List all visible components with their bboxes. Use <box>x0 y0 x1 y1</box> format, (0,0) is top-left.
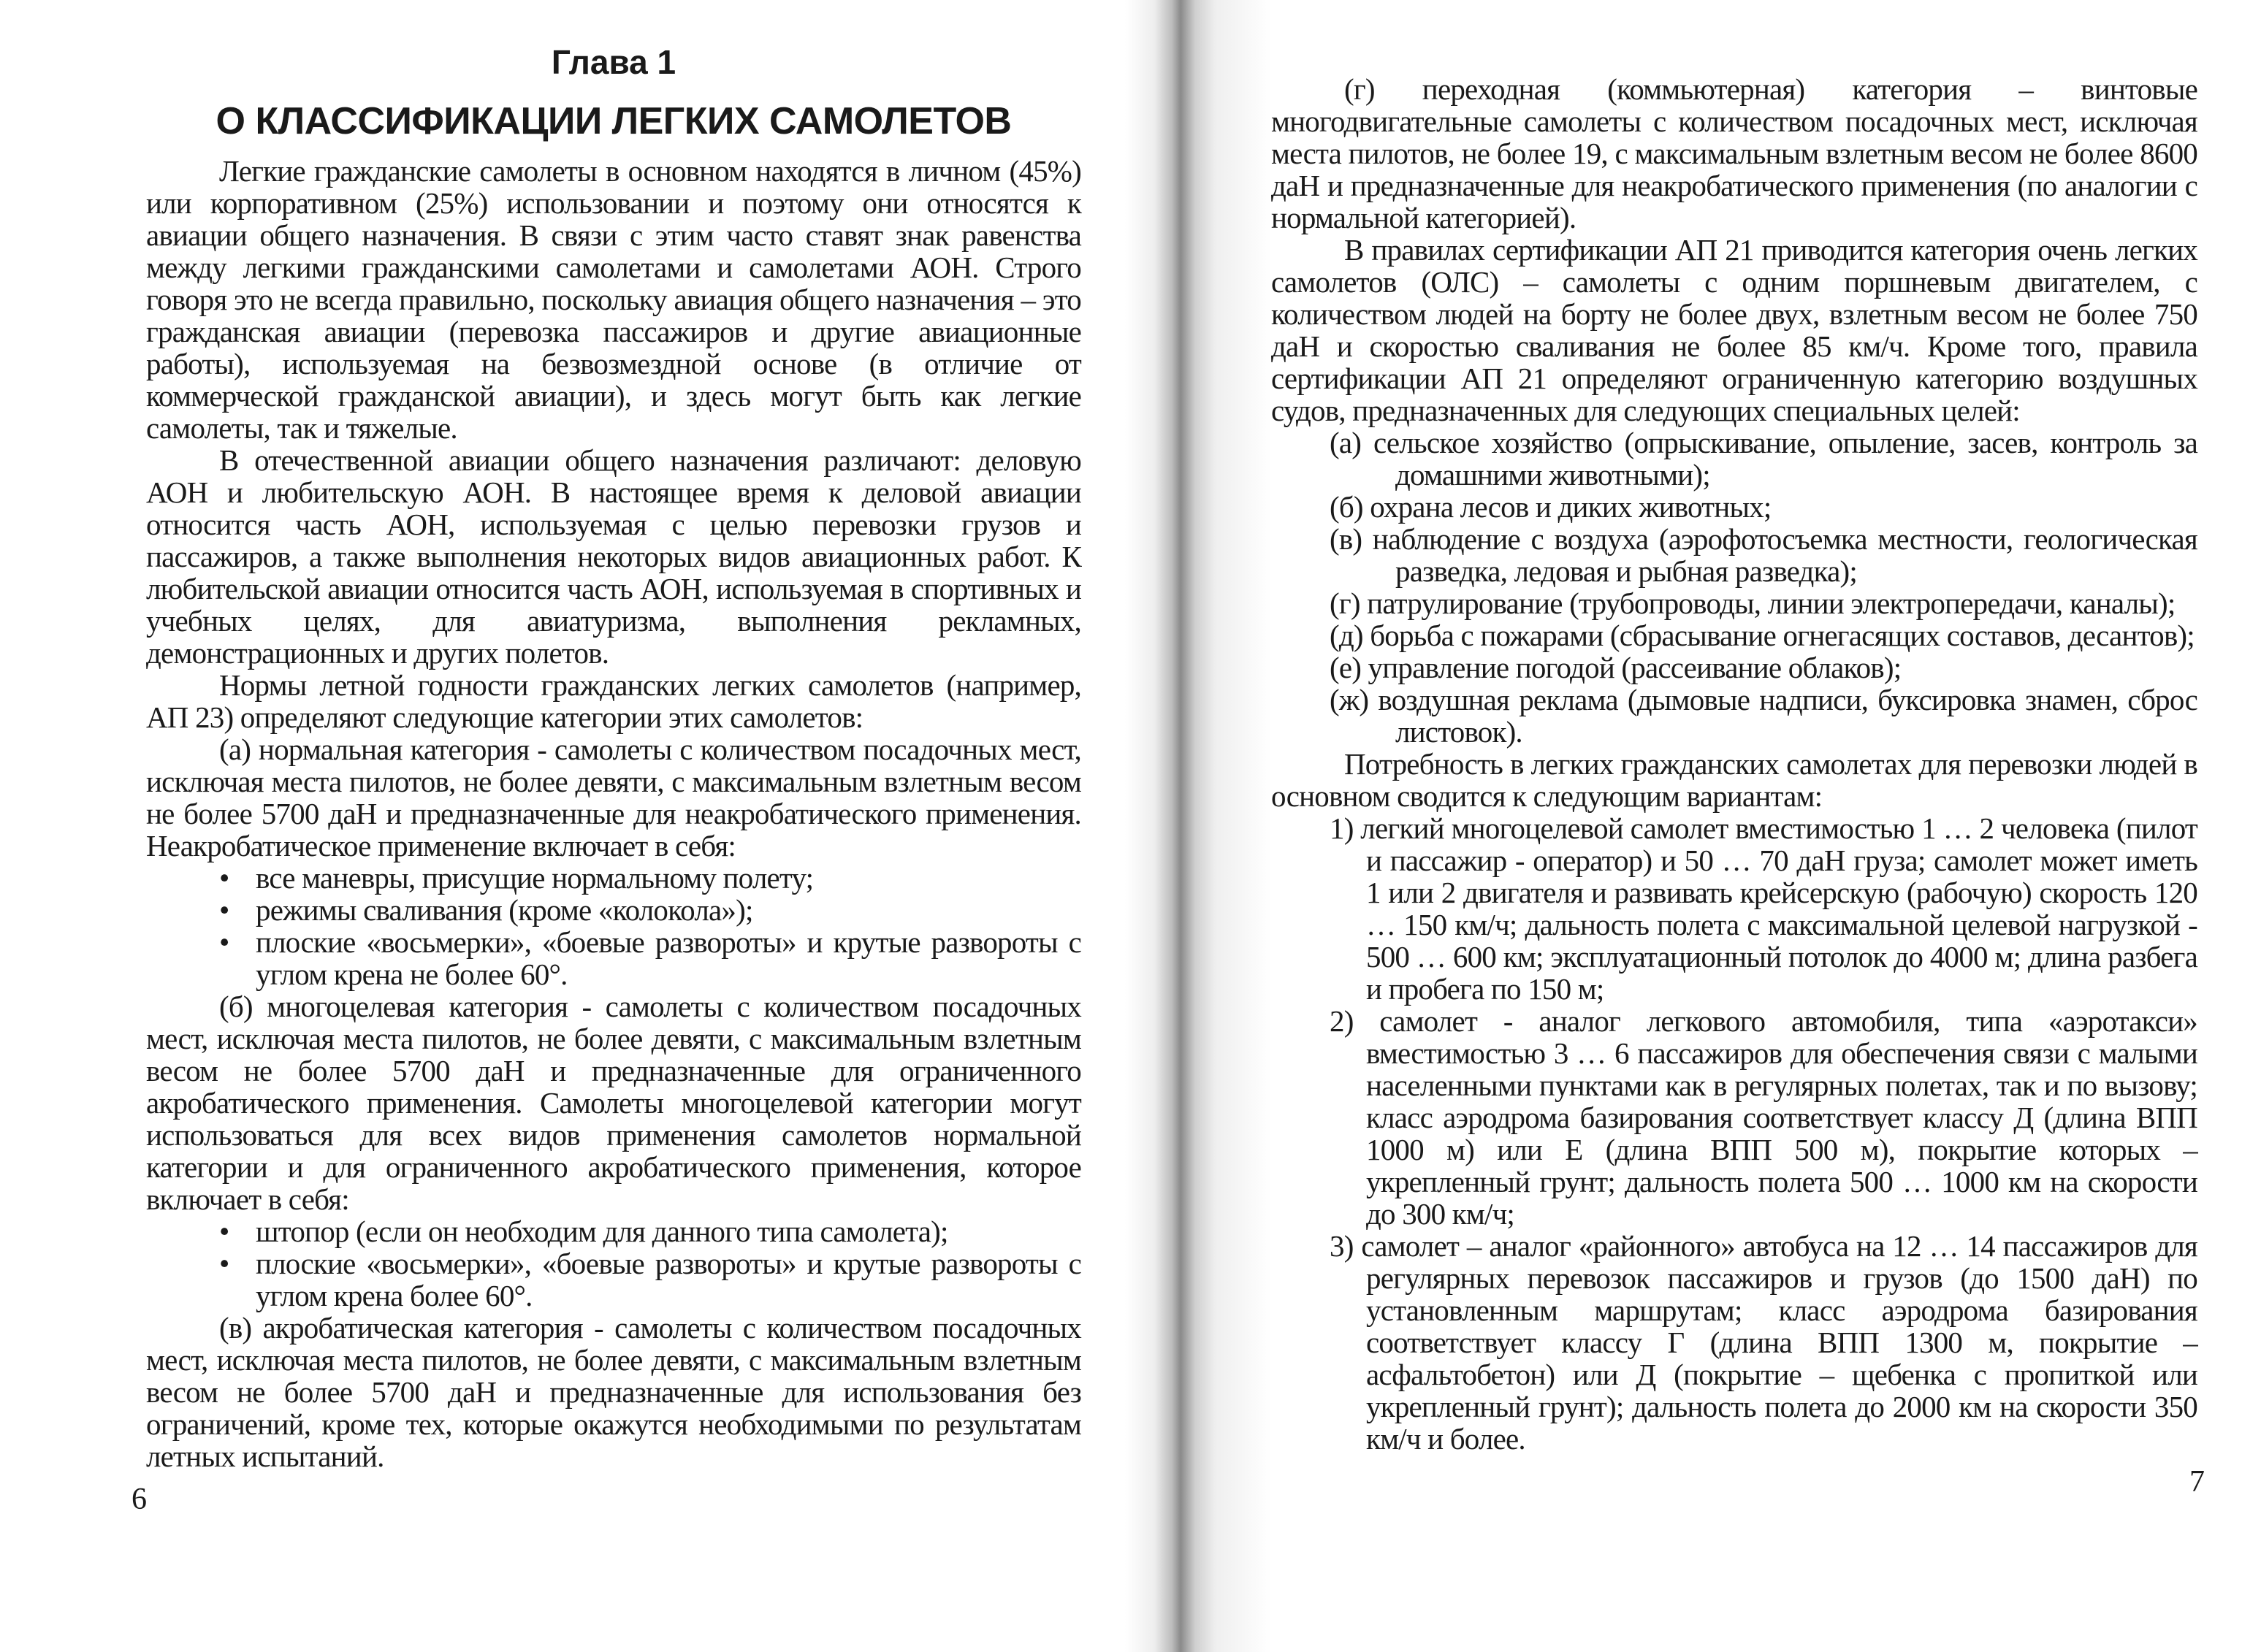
bullet-item <box>146 926 1081 990</box>
left-page-body <box>146 155 1081 1472</box>
bullet-item <box>146 1247 1081 1312</box>
paragraph: (г) переходная (коммьютерная) категория – винтовые многодвигательные самолеты с количеством посадочных мест, исключая места пилотов, не более 19, с максимальным взлетным весом не более 8600 даН и предназначенные для неакробатического применения (по аналогии с нормальной категорией). <box>1271 72 2197 234</box>
paragraph: Потребность в легких гражданских самолетах для перевозки людей в основном сводится к следующим вариантам: <box>1271 747 2197 813</box>
page-number-left: 6 <box>131 1483 147 1516</box>
bullet-icon: • <box>219 1247 229 1280</box>
bullet-item <box>146 862 1081 894</box>
paragraph: В правилах сертификации АП 21 приводится категория очень легких самолетов (ОЛС) – самолеты с одним поршневым двигателем, с количеством людей на борту не более двух, взлетным весом не более 750 даН и скоростью сваливания не более 85 км/ч. Кроме того, правила сертификации АП 21 определяют ограниченную категорию воздушных судов, предназначенных для следующих специальных целей: <box>1271 233 2197 427</box>
bullet-icon: • <box>219 1215 229 1248</box>
paragraph: (а) нормальная категория - самолеты с количеством посадочных мест, исключая места пилотов, не более девяти, с максимальным взлетным весом не более 5700 даН и предназначенные для неакробатического применения. Неакробатическое применение включает в себя: <box>146 733 1081 863</box>
paragraph: Нормы летной годности гражданских легких самолетов (например, АП 23) определяют следующие категории этих самолетов: <box>146 668 1081 734</box>
left-page-flow <box>131 154 1081 1516</box>
paragraph: Легкие гражданские самолеты в основном находятся в личном (45%) или корпоративном (25%) использовании и поэтому они относятся к авиации общего назначения. В связи с этим часто ставят знак равенства между легкими гражданскими самолетами и самолетами АОН. Строго говоря это не всегда правильно, поскольку авиация общего назначения – это гражданская авиации (перевозка пассажиров и другие авиационные работы), используемая на безвозмездной основе (в отличие от коммерческой гражданской авиации), и здесь могут быть как легкие самолеты, так и тяжелые. <box>146 154 1081 445</box>
bullet-icon: • <box>219 861 229 895</box>
paragraph: (в) акробатическая категория - самолеты с количеством посадочных мест, исключая места пилотов, не более девяти, с максимальным взлетным весом не более 5700 даН и предназначенные для использования без ограничений, кроме тех, которые окажутся необходимыми по результатам летных испытаний. <box>146 1311 1081 1473</box>
bullet-text: режимы сваливания (кроме «колокола»); <box>256 893 753 927</box>
list-item: (б) охрана лесов и диких животных; <box>1330 490 1772 524</box>
paragraph: (б) многоцелевая категория - самолеты с количеством посадочных мест, исключая места пилотов, не более девяти, с максимальным взлетным весом не более 5700 даН и предназначенные для ограниченного акробатического применения. Самолеты многоцелевой категории могут использоваться для всех видов применения самолетов нормальной категории и для ограниченного акробатического применения, которое включает в себя: <box>146 990 1081 1216</box>
bullet-text: плоские «восьмерки», «боевые развороты» и крутые развороты с углом крена не более 60°. <box>256 925 1081 991</box>
chapter-title: О КЛАССИФИКАЦИИ ЛЕГКИХ САМОЛЕТОВ <box>216 100 1012 142</box>
book-gutter-shadow <box>1125 0 1271 1652</box>
list-item: (ж) воздушная реклама (дымовые надписи, буксировка знамен, сброс листовок). <box>1330 683 2197 749</box>
list-item: (д) борьба с пожарами (сбрасывание огнегасящих составов, десантов); <box>1330 619 2195 652</box>
bullet-icon: • <box>219 893 229 927</box>
page-number-right: 7 <box>2189 1465 2205 1499</box>
bullet-item <box>146 1215 1081 1247</box>
list-item: 3) самолет – аналог «районного» автобуса на 12 … 14 пассажиров для регулярных перевозок пассажиров и грузов (до 1500 даН) по установленным маршрутам; класс аэродрома базирования соответствует классу Г (длина ВПП 1300 м, покрытие – асфальтобетон) или Д (покрытие – щебенка с пропиткой или укрепленный грунт); дальность полета до 2000 км на скорости 350 км/ч и более. <box>1330 1229 2197 1456</box>
list-item: (е) управление погодой (рассеивание облаков); <box>1330 651 1902 684</box>
bullet-text: штопор (если он необходим для данного типа самолета); <box>256 1215 948 1248</box>
bullet-text: все маневры, присущие нормальному полету; <box>256 861 814 895</box>
list-item: (в) наблюдение с воздуха (аэрофотосъемка местности, геологическая разведка, ледовая и рыбная разведка); <box>1330 522 2197 588</box>
list-item: 2) самолет - аналог легкового автомобиля, типа «аэротакси» вместимостью 3 … 6 пассажиров для обеспечения связи с малыми населенными пунктами как в регулярных полетах, так и по вызову; класс аэродрома базирования соответствует классу Д (длина ВПП 1000 м) или Е (длина ВПП 500 м), покрытие которых – укрепленный грунт; дальность полета 500 … 1000 км на скорости до 300 км/ч; <box>1330 1004 2197 1231</box>
chapter-label: Глава 1 <box>551 43 676 81</box>
list-item: (а) сельское хозяйство (опрыскивание, опыление, засев, контроль за домашними животными); <box>1330 426 2197 492</box>
right-page-body <box>1271 73 2197 1455</box>
bullet-item <box>146 894 1081 926</box>
list-item: 1) легкий многоцелевой самолет вместимостью 1 … 2 человека (пилот и пассажир - оператор) и 50 … 70 даН груза; самолет может иметь 1 или 2 двигателя и развивать крейсерскую (рабочую) скорость 120 … 150 км/ч; дальность полета с максимальной целевой нагрузкой - 500 … 600 км; эксплуатационный потолок до 4000 м; длина разбега и пробега по 150 м; <box>1330 811 2197 1006</box>
bullet-icon: • <box>219 925 229 959</box>
list-item: (г) патрулирование (трубопроводы, линии электропередачи, каналы); <box>1330 586 2176 620</box>
bullet-text: плоские «восьмерки», «боевые развороты» и крутые развороты с углом крена более 60°. <box>256 1247 1081 1312</box>
paragraph: В отечественной авиации общего назначения различают: деловую АОН и любительскую АОН. В настоящее время к деловой авиации относится часть АОН, используемая с целью перевозки грузов и пассажиров, а также выполнения некоторых видов авиационных работ. К любительской авиации относится часть АОН, используемая в спортивных и учебных целях, для авиатуризма, выполнения рекламных, демонстрационных и других полетов. <box>146 443 1081 670</box>
right-page-flow <box>1271 72 2205 1499</box>
